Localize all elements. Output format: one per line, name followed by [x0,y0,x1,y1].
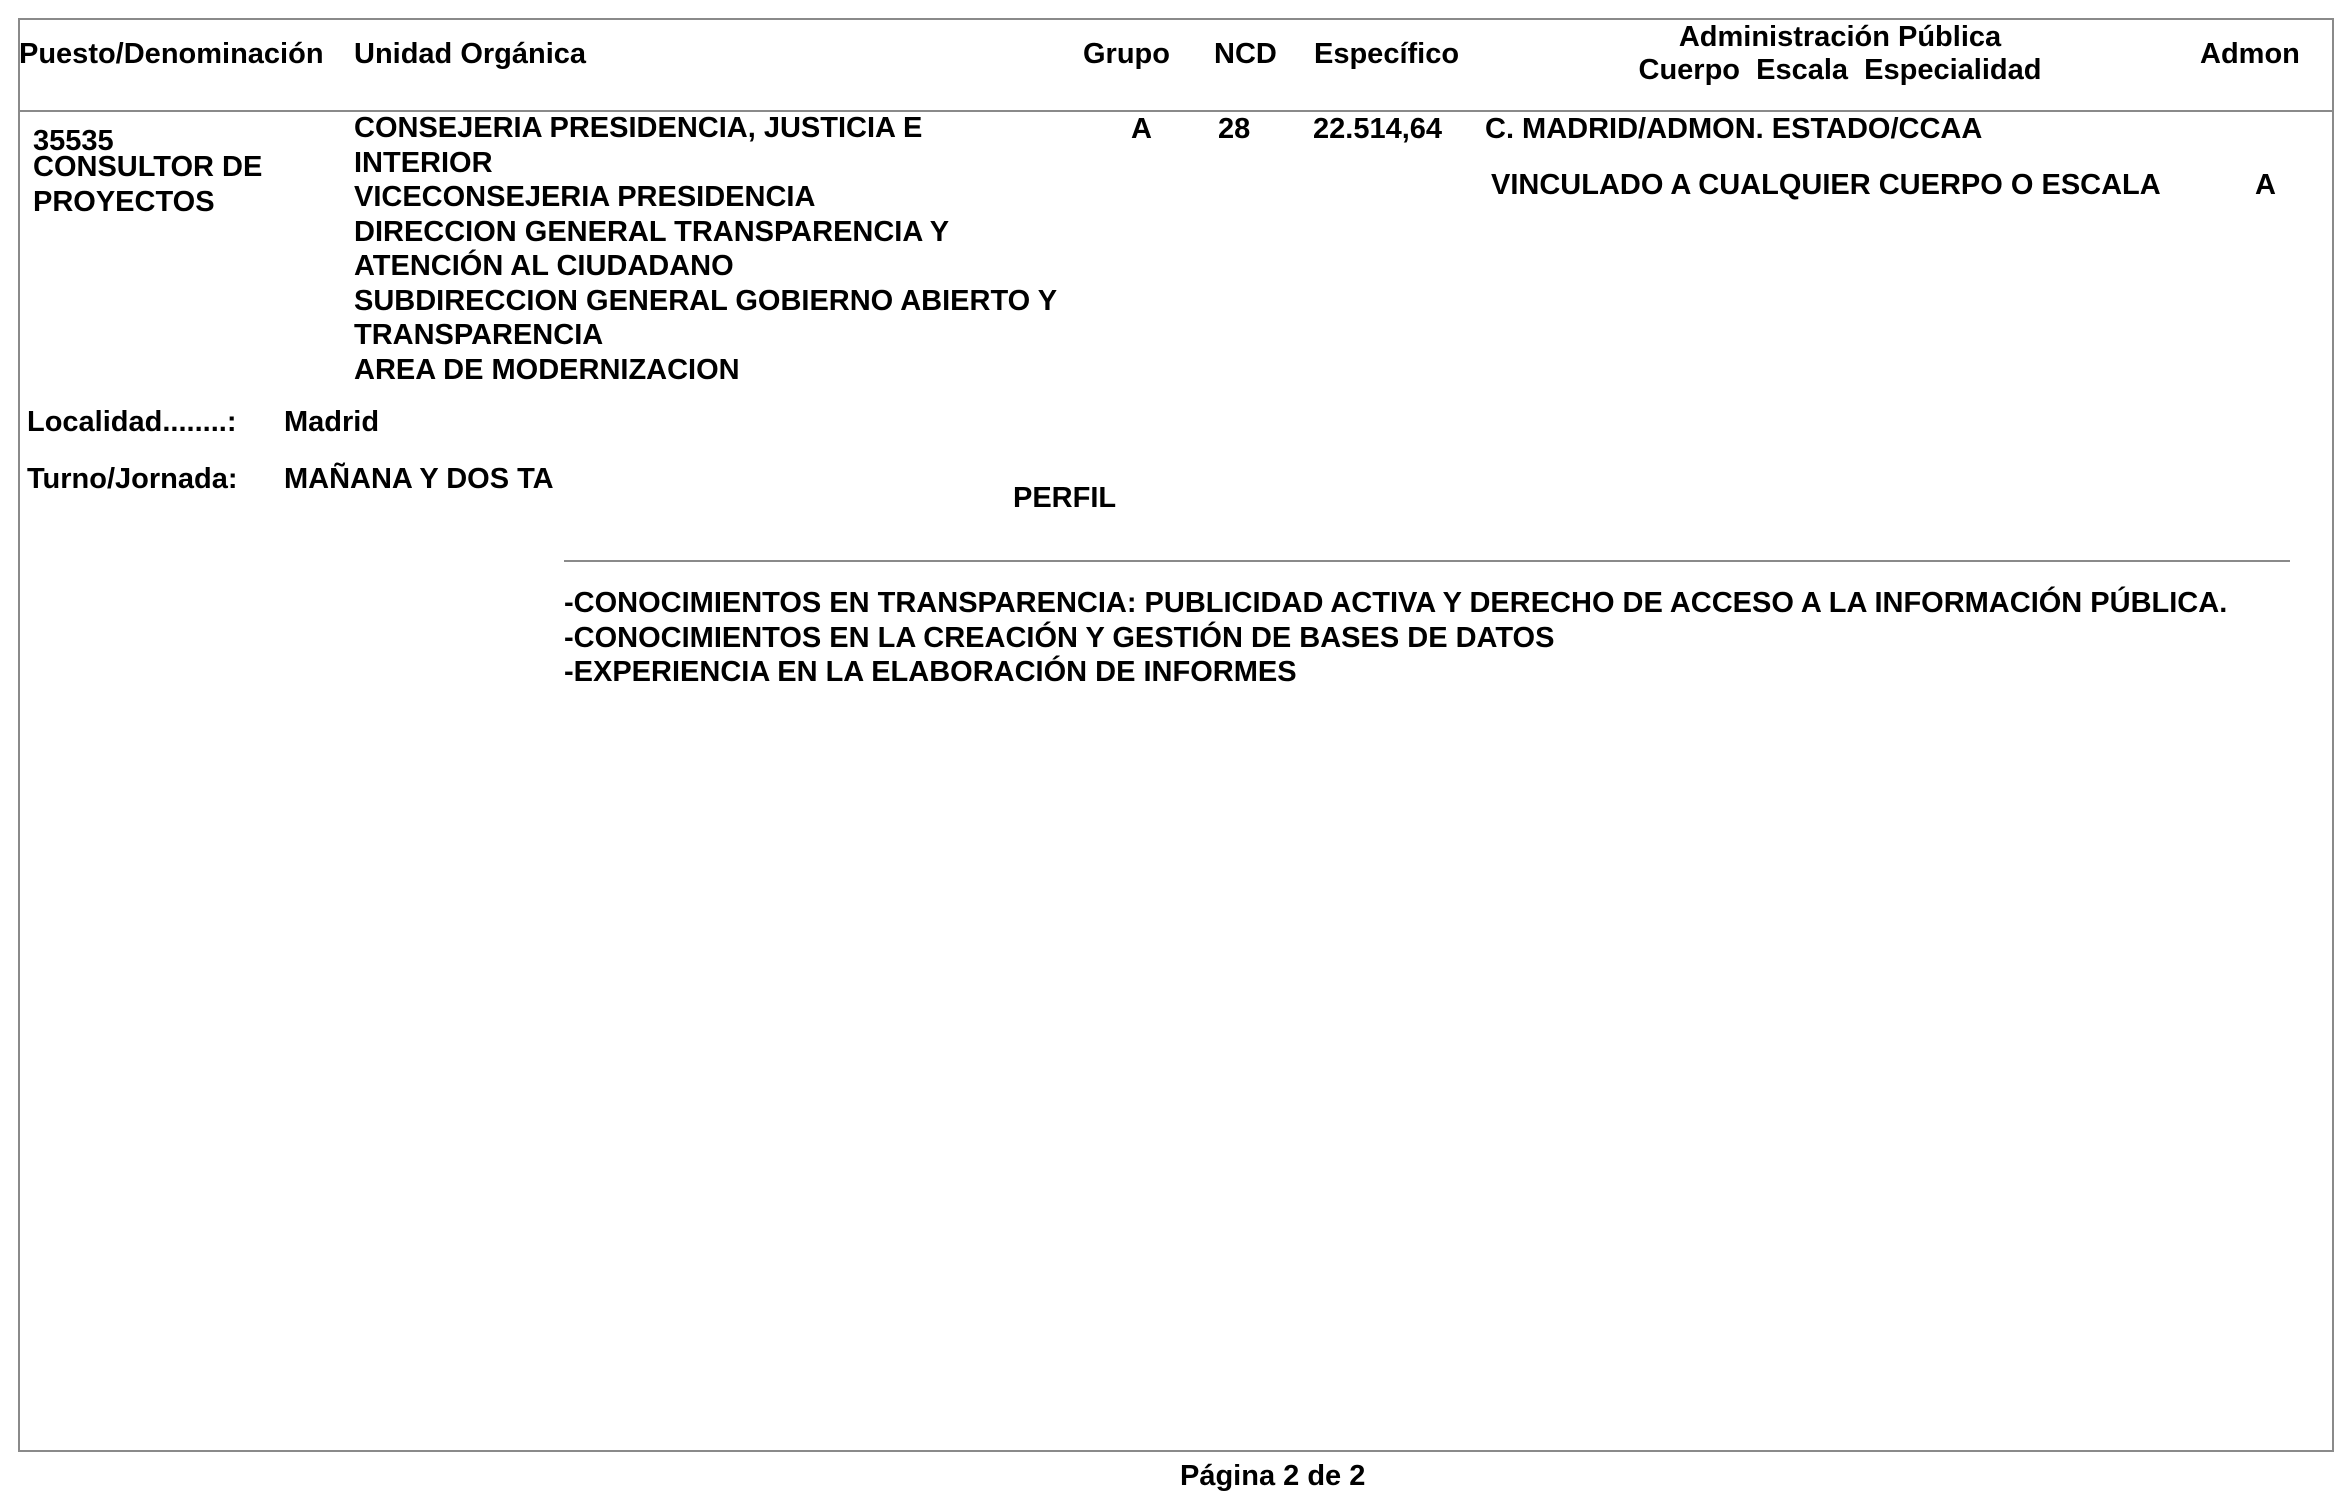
puesto-denominacion-line-2: PROYECTOS [33,186,215,218]
unidad-organica-line: VICECONSEJERIA PRESIDENCIA [354,181,816,213]
header-especifico: Específico [1314,38,1460,70]
unidad-organica-line: AREA DE MODERNIZACION [354,353,740,386]
unidad-organica-line: CONSEJERIA PRESIDENCIA, JUSTICIA E [354,112,923,144]
header-admon: Admon [2200,38,2300,70]
puesto-codigo: 35535 [33,125,114,157]
administracion-value: C. MADRID/ADMON. ESTADO/CCAA [1485,113,1983,145]
unidad-organica-line: INTERIOR [354,146,493,179]
puesto-denominacion-line-1: CONSULTOR DE [33,151,263,183]
perfil-list [564,586,2227,690]
header-grupo: Grupo [1083,38,1170,70]
page-footer [0,1460,2352,1492]
page-number: Página 2 de 2 [1180,1460,1366,1492]
localidad-label: Localidad........: [27,406,237,438]
header-unidad-organica: Unidad Orgánica [354,38,587,70]
header-administracion-publica: Administración Pública [1678,21,2002,53]
localidad-value: Madrid [284,406,380,438]
cuerpo-escala-value: VINCULADO A CUALQUIER CUERPO O ESCALA [1491,169,2161,201]
grupo-value: A [1131,113,1152,145]
admon-value: A [2255,169,2276,201]
turno-jornada-value: MAÑANA Y DOS TA [284,463,554,495]
perfil-divider [564,560,2290,562]
unidad-organica-line: ATENCIÓN AL CIUDADANO [354,250,734,282]
unidad-organica-line: DIRECCION GENERAL TRANSPARENCIA Y [354,215,950,248]
header-puesto: Puesto/Denominación [19,38,324,70]
turno-jornada-label: Turno/Jornada: [27,463,238,495]
perfil-item: -CONOCIMIENTOS EN TRANSPARENCIA: PUBLICIDAD ACTIVA Y DERECHO DE ACCESO A LA INFORMACIÓN PÚBLICA. [564,587,2228,619]
header-cuerpo-escala-especialidad: Cuerpo Escala Especialidad [1638,54,2042,86]
unidad-organica-block [354,111,1057,387]
perfil-item: -CONOCIMIENTOS EN LA CREACIÓN Y GESTIÓN DE BASES DE DATOS [564,621,1555,654]
perfil-item: -EXPERIENCIA EN LA ELABORACIÓN DE INFORMES [564,656,1297,688]
ncd-value: 28 [1218,113,1251,145]
especifico-value: 22.514,64 [1313,113,1443,145]
unidad-organica-line: SUBDIRECCION GENERAL GOBIERNO ABIERTO Y [354,284,1058,317]
perfil-title: PERFIL [1013,482,1117,514]
header-ncd: NCD [1214,38,1277,70]
unidad-organica-line: TRANSPARENCIA [354,319,604,351]
